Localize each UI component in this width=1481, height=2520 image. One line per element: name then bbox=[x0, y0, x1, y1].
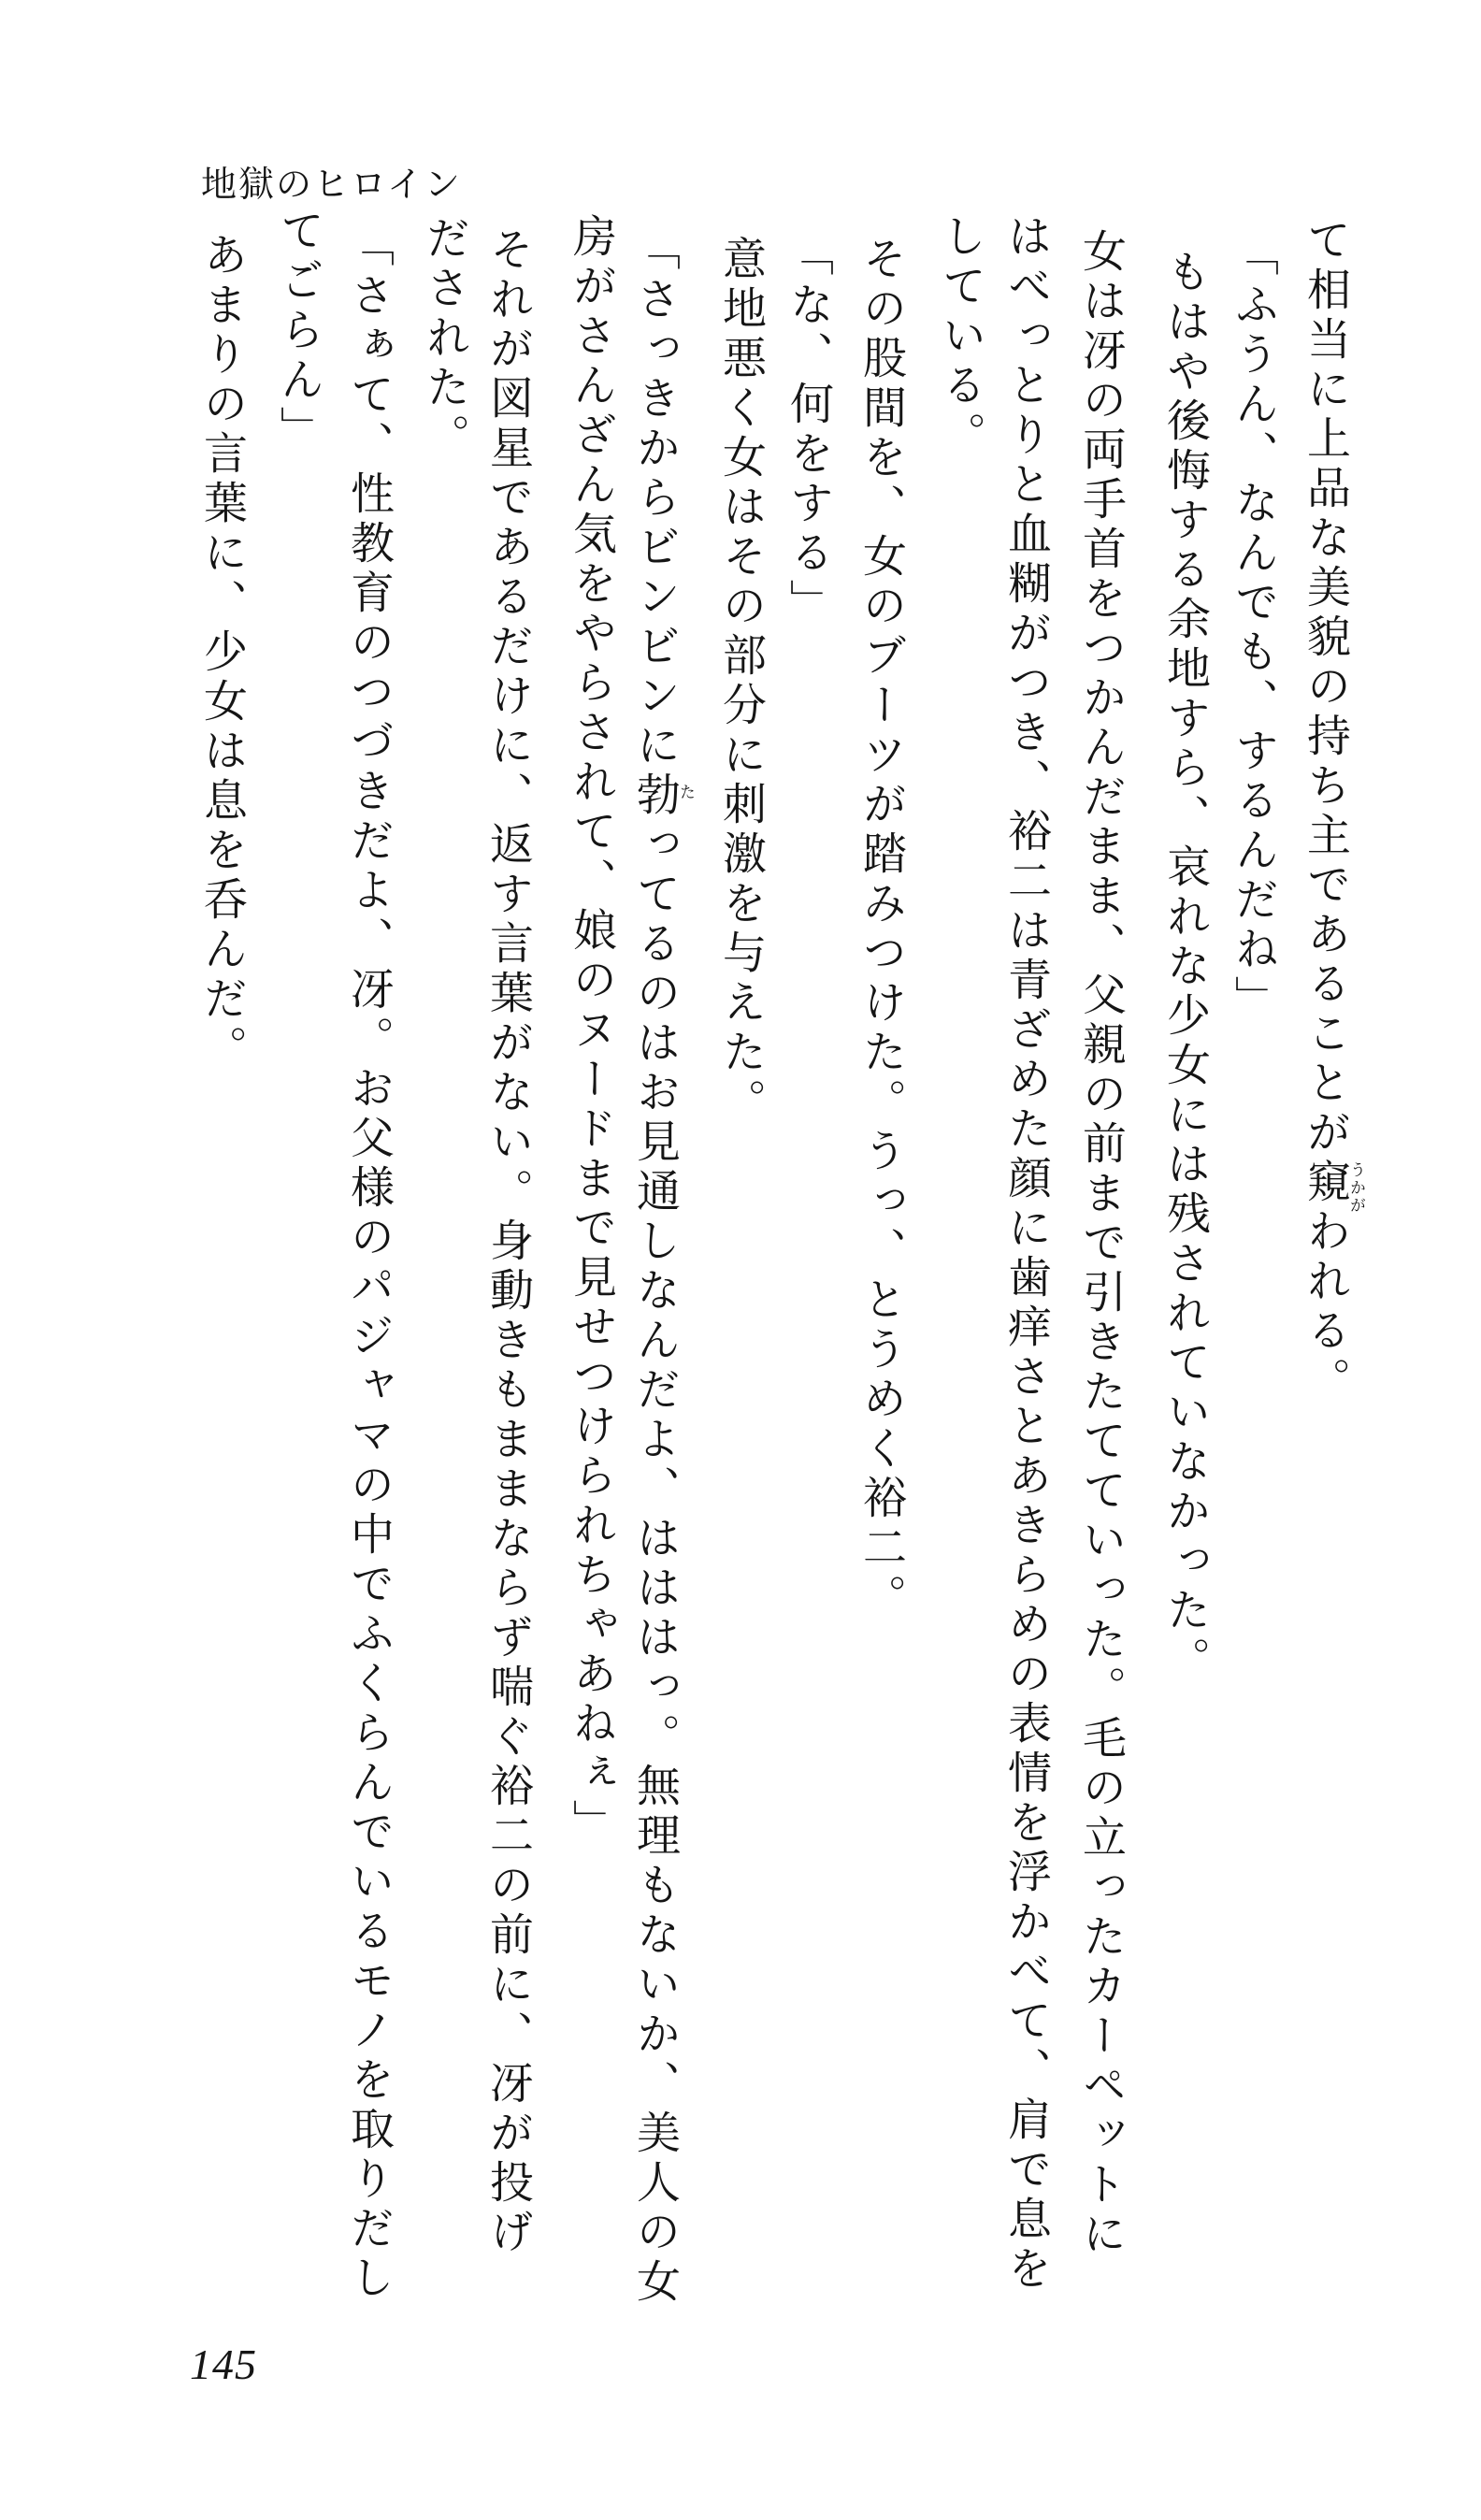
text-line-16: あまりの言葉に、少女は息を呑んだ。 bbox=[197, 232, 246, 1074]
text-line-05: はべっとりと血糊がつき、裕二は青ざめた顔に歯痒さとあきらめの表情を浮かべて、肩で息を bbox=[1001, 213, 1050, 2295]
text-line-14: 「さぁて、性教育のつづきだよ、冴。お父様のパジャマの中でふくらんでいるモノを取りだし bbox=[344, 223, 393, 2304]
page-number: 145 bbox=[190, 2340, 257, 2388]
text-line-07: その股間を、女のブーツが踏みつけた。うっ、とうめく裕二。 bbox=[856, 236, 905, 1623]
text-line-12: それが図星であるだけに、返す言葉がない。身動きもままならず喘ぐ裕二の前に、冴が投げ bbox=[483, 226, 532, 2258]
text-line-02: 「ふうん、なんでも、するんだね」 bbox=[1229, 232, 1277, 1025]
text-line-06: している。 bbox=[936, 213, 985, 461]
text-line-04: 女は冴の両手首をつかんだまま、父親の前まで引きたてていった。毛の立ったカーペットに bbox=[1076, 228, 1125, 2260]
furigana-ta: た bbox=[677, 784, 695, 801]
text-line-08: 「な、何をする」 bbox=[784, 232, 832, 628]
text-line-03: もはや後悔する余地すら、哀れな少女には残されていなかった。 bbox=[1160, 249, 1209, 1686]
running-head-title: 地獄のヒロイン bbox=[201, 166, 462, 205]
text-line-01: て相当に上品な美貌の持ち主であることが窺われる。 bbox=[1301, 217, 1349, 1406]
text-line-09: 意地悪く女はその部分に刺激を与えた。 bbox=[716, 236, 765, 1128]
text-line-10: 「さっきからビンビンに勃ってるのはお見通しなんだよ、はははっ。無理もないか、美人の女 bbox=[630, 226, 679, 2308]
text-line-15: てごらん」 bbox=[274, 208, 323, 455]
text-line-13: だされた。 bbox=[420, 215, 468, 463]
text-line-11: 房がさんざん気をやらされて、娘のヌードまで見せつけられちゃあねぇ」 bbox=[567, 213, 615, 1849]
furigana-ukaga: うかが bbox=[1347, 1161, 1365, 1215]
